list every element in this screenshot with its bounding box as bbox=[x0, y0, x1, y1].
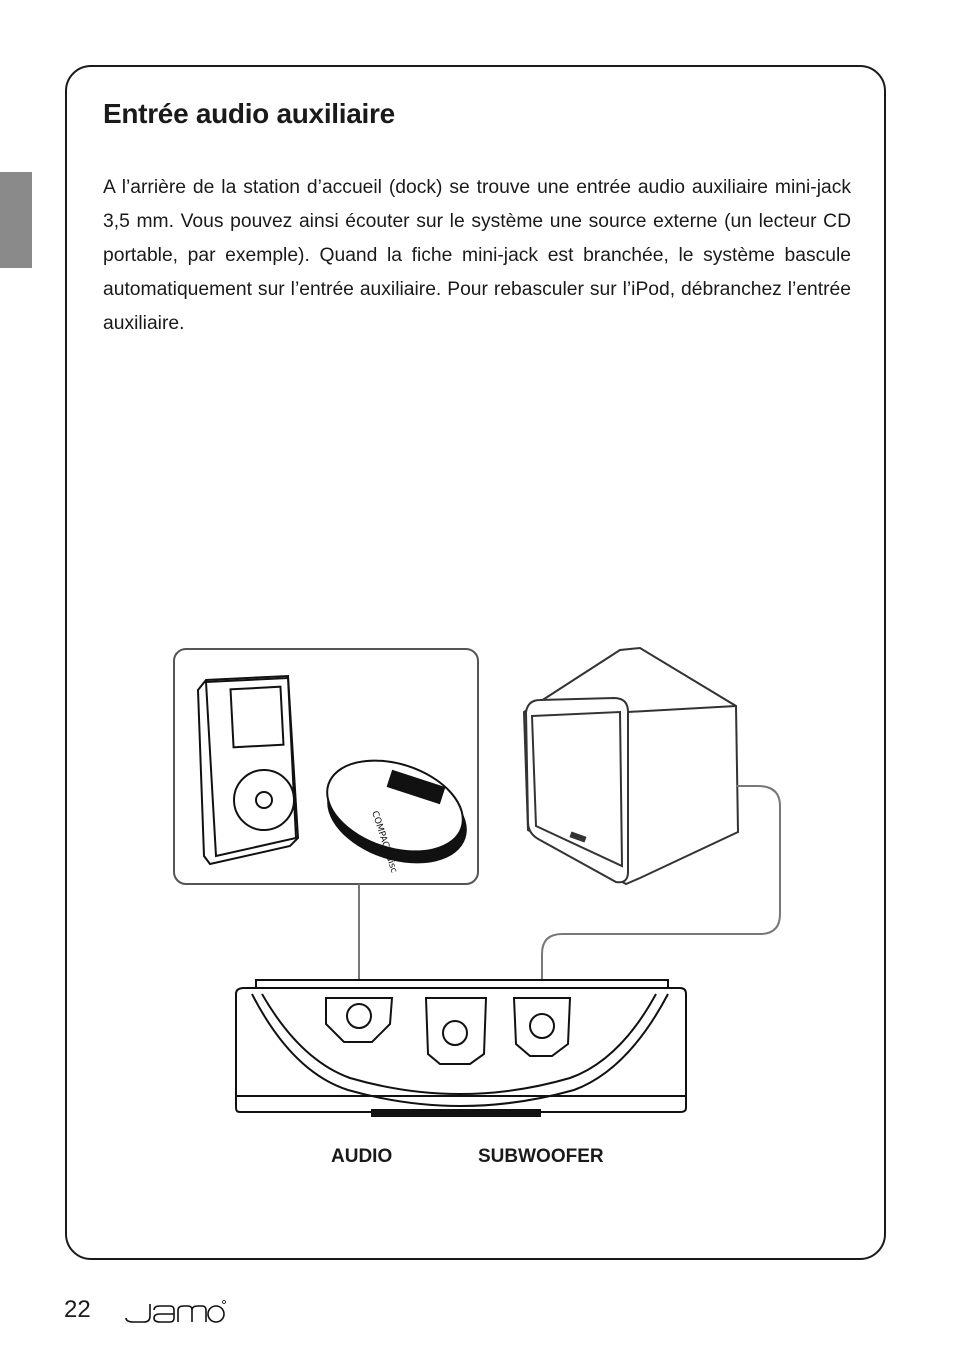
portable-player-icon bbox=[198, 676, 298, 864]
compact-disc-icon bbox=[315, 744, 479, 880]
middle-port-icon bbox=[426, 998, 486, 1064]
subwoofer-port-icon bbox=[514, 998, 570, 1056]
page-title: Entrée audio auxiliaire bbox=[103, 98, 395, 129]
page-number: 22 bbox=[64, 1296, 91, 1323]
subwoofer-port-label: SUBWOOFER bbox=[478, 1146, 604, 1167]
jamo-logo bbox=[122, 1296, 226, 1324]
body-paragraph: A l’arrière de la station d’accueil (dock) se trouve une entrée audio auxiliaire mini-jack 3,5 mm. Vous pouvez ainsi écouter sur le système une source externe (un lecteur CD portable, par exemple). Quand la fiche mini-jack est branchée, le système bascule automatiquement sur l’entrée auxiliaire. Pour rebasculer sur l’iPod, débranchez l’entrée auxiliaire. bbox=[103, 177, 851, 334]
subwoofer-icon bbox=[524, 648, 738, 884]
svg-text:COMPACT disc: COMPACT disc bbox=[369, 809, 399, 875]
audio-port-label: AUDIO bbox=[331, 1146, 393, 1167]
